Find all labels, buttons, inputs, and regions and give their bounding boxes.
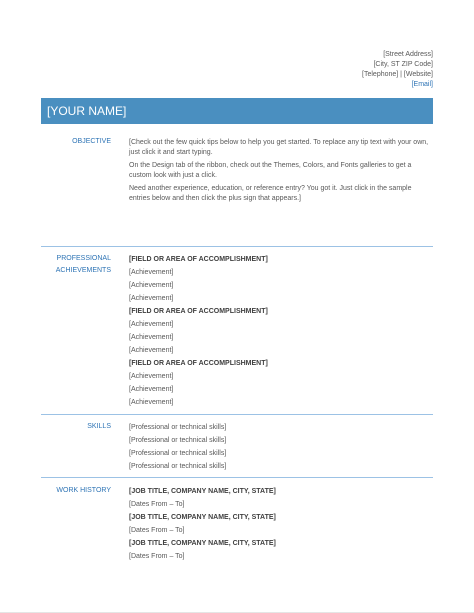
city-state-zip: [City, ST ZIP Code] xyxy=(373,61,433,68)
skill-item: [Professional or technical skills] xyxy=(129,450,227,457)
achievement-item: [Achievement] xyxy=(129,399,174,406)
achievement-item: [Achievement] xyxy=(129,321,174,328)
achievement-item: [Achievement] xyxy=(129,386,174,393)
achievement-item: [Achievement] xyxy=(129,295,174,302)
job-dates: [Dates From – To] xyxy=(129,527,185,534)
your-name: [YOUR NAME] xyxy=(47,104,127,118)
objective-label: OBJECTIVE xyxy=(72,138,111,145)
achievements-label-line: PROFESSIONAL xyxy=(56,255,111,262)
achievements-label xyxy=(41,253,111,277)
job-title: [JOB TITLE, COMPANY NAME, CITY, STATE] xyxy=(129,540,276,547)
achievement-item: [Achievement] xyxy=(129,334,174,341)
achievement-item: [Achievement] xyxy=(129,282,174,289)
section-divider xyxy=(41,414,433,415)
job-dates: [Dates From – To] xyxy=(129,553,185,560)
name-banner xyxy=(41,98,433,124)
achievement-item: [Achievement] xyxy=(129,373,174,380)
email: [Email] xyxy=(411,81,433,88)
accomplishment-field: [FIELD OR AREA OF ACCOMPLISHMENT] xyxy=(129,308,268,315)
objective-content xyxy=(129,138,433,207)
contact-block xyxy=(362,50,433,90)
objective-paragraph: [Check out the few quick tips below to help you get started. To replace any tip text with your own, just click it and start typing. xyxy=(129,139,429,156)
section-divider xyxy=(41,477,433,478)
accomplishment-field: [FIELD OR AREA OF ACCOMPLISHMENT] xyxy=(129,360,268,367)
job-title: [JOB TITLE, COMPANY NAME, CITY, STATE] xyxy=(129,514,276,521)
section-divider xyxy=(41,246,433,247)
objective-paragraph: Need another experience, education, or reference entry? You got it. Just click in the sample entries below and then click the plus sign that appears.] xyxy=(129,185,412,202)
achievement-item: [Achievement] xyxy=(129,269,174,276)
job-dates: [Dates From – To] xyxy=(129,501,185,508)
achievements-label-line: ACHIEVEMENTS xyxy=(55,267,111,274)
accomplishment-field: [FIELD OR AREA OF ACCOMPLISHMENT] xyxy=(129,256,268,263)
skill-item: [Professional or technical skills] xyxy=(129,463,227,470)
work-history-label: WORK HISTORY xyxy=(56,487,111,494)
objective-paragraph: On the Design tab of the ribbon, check out the Themes, Colors, and Fonts galleries to get a custom look with just a click. xyxy=(129,162,412,179)
skills-list xyxy=(129,421,433,473)
skill-item: [Professional or technical skills] xyxy=(129,424,227,431)
street-address: [Street Address] xyxy=(383,51,433,58)
achievement-item: [Achievement] xyxy=(129,347,174,354)
skill-item: [Professional or technical skills] xyxy=(129,437,227,444)
skills-label: SKILLS xyxy=(87,423,111,430)
achievements-list xyxy=(129,253,433,409)
telephone-website: [Telephone] | [Website] xyxy=(362,71,433,78)
work-history-list xyxy=(129,485,433,563)
job-title: [JOB TITLE, COMPANY NAME, CITY, STATE] xyxy=(129,488,276,495)
